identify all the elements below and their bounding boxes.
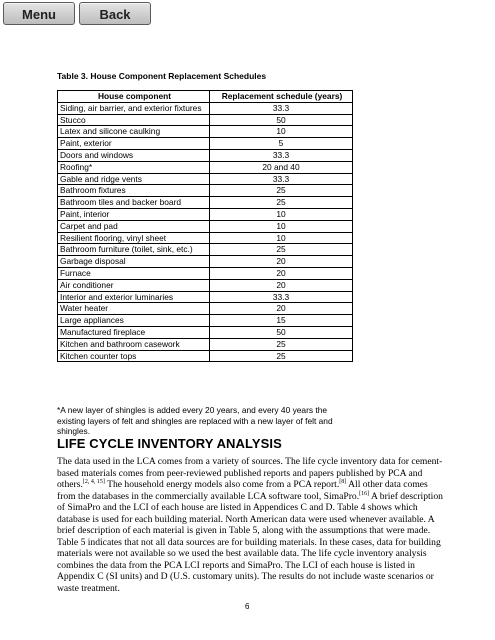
schedule-cell: 10	[210, 126, 353, 138]
paragraph-text: The data used in the LCA comes from a variety of sources. The life cycle inventory data for cement-based materials comes from peer-reviewed published reports and papers published by PCA and others.	[57, 456, 443, 490]
menu-button[interactable]: Menu	[3, 2, 75, 25]
body-paragraph	[57, 456, 445, 594]
component-cell: Garbage disposal	[58, 256, 210, 268]
header-replacement-schedule: Replacement schedule (years)	[210, 91, 353, 103]
component-cell: Doors and windows	[58, 149, 210, 161]
header-house-component: House component	[58, 91, 210, 103]
component-cell: Air conditioner	[58, 279, 210, 291]
component-cell: Gable and ridge vents	[58, 173, 210, 185]
component-cell: Manufactured fireplace	[58, 326, 210, 338]
table-row	[58, 220, 353, 232]
paragraph-text: All other data comes from the databases in the commercially available LCA software tool, SimaPro.	[57, 479, 428, 502]
schedule-cell: 50	[210, 326, 353, 338]
schedule-cell: 20 and 40	[210, 161, 353, 173]
table-row	[58, 173, 353, 185]
table-row	[58, 102, 353, 114]
table-row	[58, 291, 353, 303]
table-row	[58, 232, 353, 244]
component-cell: Carpet and pad	[58, 220, 210, 232]
component-cell: Stucco	[58, 114, 210, 126]
schedule-cell: 20	[210, 256, 353, 268]
component-cell: Paint, exterior	[58, 138, 210, 150]
table-row	[58, 350, 353, 362]
citation-ref: [8]	[339, 478, 347, 485]
schedule-cell: 33.3	[210, 149, 353, 161]
schedule-cell: 10	[210, 208, 353, 220]
table-row	[58, 126, 353, 138]
navigation-bar	[0, 0, 495, 30]
table-row	[58, 267, 353, 279]
schedule-cell: 25	[210, 350, 353, 362]
table-row	[58, 197, 353, 209]
component-cell: Large appliances	[58, 315, 210, 327]
component-cell: Furnace	[58, 267, 210, 279]
schedule-cell: 5	[210, 138, 353, 150]
component-cell: Water heater	[58, 303, 210, 315]
schedule-cell: 10	[210, 220, 353, 232]
section-heading: LIFE CYCLE INVENTORY ANALYSIS	[57, 436, 282, 451]
table-caption: Table 3. House Component Replacement Schedules	[57, 71, 267, 81]
table-row	[58, 244, 353, 256]
document-page	[0, 30, 495, 640]
citation-ref: [16]	[359, 490, 370, 497]
schedule-cell: 25	[210, 338, 353, 350]
table-body	[58, 102, 353, 362]
component-cell: Bathroom tiles and backer board	[58, 197, 210, 209]
table-row	[58, 161, 353, 173]
schedule-cell: 20	[210, 279, 353, 291]
schedule-cell: 25	[210, 185, 353, 197]
table-row	[58, 185, 353, 197]
component-cell: Kitchen and bathroom casework	[58, 338, 210, 350]
table-row	[58, 315, 353, 327]
schedule-cell: 20	[210, 267, 353, 279]
paragraph-text: A brief description of SimaPro and the LCI of each house are listed in Appendices C and D. Table 4 shows which database is used for each building material. North American data were used whenever available. A brief description of each material is given in Table 5, along with the assumptions that were made. Table 5 indicates that not all data sources are for building materials. In these cases, data for building materials were not available so we used the best available data. The life cycle inventory analysis combines the data from the PCA LCI reports and SimaPro. The LCI of each house is listed in Appendix C (SI units) and D (U.S. customary units). The results do not include waste scenarios or waste treatment.	[57, 490, 443, 594]
component-cell: Bathroom fixtures	[58, 185, 210, 197]
component-cell: Interior and exterior luminaries	[58, 291, 210, 303]
table-row	[58, 256, 353, 268]
component-cell: Kitchen counter tops	[58, 350, 210, 362]
table-row	[58, 114, 353, 126]
back-button[interactable]: Back	[79, 2, 151, 25]
component-cell: Paint, interior	[58, 208, 210, 220]
table-row	[58, 338, 353, 350]
schedule-cell: 25	[210, 244, 353, 256]
schedule-cell: 10	[210, 232, 353, 244]
page-number: 6	[245, 602, 250, 611]
table-row	[58, 326, 353, 338]
component-cell: Siding, air barrier, and exterior fixtures	[58, 102, 210, 114]
component-cell: Latex and silicone caulking	[58, 126, 210, 138]
table-row	[58, 208, 353, 220]
table-row	[58, 149, 353, 161]
component-cell: Bathroom furniture (toilet, sink, etc.)	[58, 244, 210, 256]
replacement-schedule-table	[57, 90, 353, 362]
table-row	[58, 279, 353, 291]
schedule-cell: 50	[210, 114, 353, 126]
schedule-cell: 33.3	[210, 291, 353, 303]
table-header-row	[58, 91, 353, 103]
citation-ref: [2, 4, 15]	[82, 478, 105, 485]
schedule-cell: 25	[210, 197, 353, 209]
schedule-cell: 33.3	[210, 173, 353, 185]
component-cell: Resilient flooring, vinyl sheet	[58, 232, 210, 244]
table-row	[58, 138, 353, 150]
schedule-cell: 33.3	[210, 102, 353, 114]
schedule-cell: 20	[210, 303, 353, 315]
schedule-cell: 15	[210, 315, 353, 327]
table-footnote: *A new layer of shingles is added every 20 years, and every 40 years the existing layers of felt and shingles are replaced with a new layer of felt and shingles.	[57, 405, 333, 436]
paragraph-text: The household energy models also come from a PCA report.	[104, 479, 340, 490]
table-row	[58, 303, 353, 315]
component-cell: Roofing*	[58, 161, 210, 173]
